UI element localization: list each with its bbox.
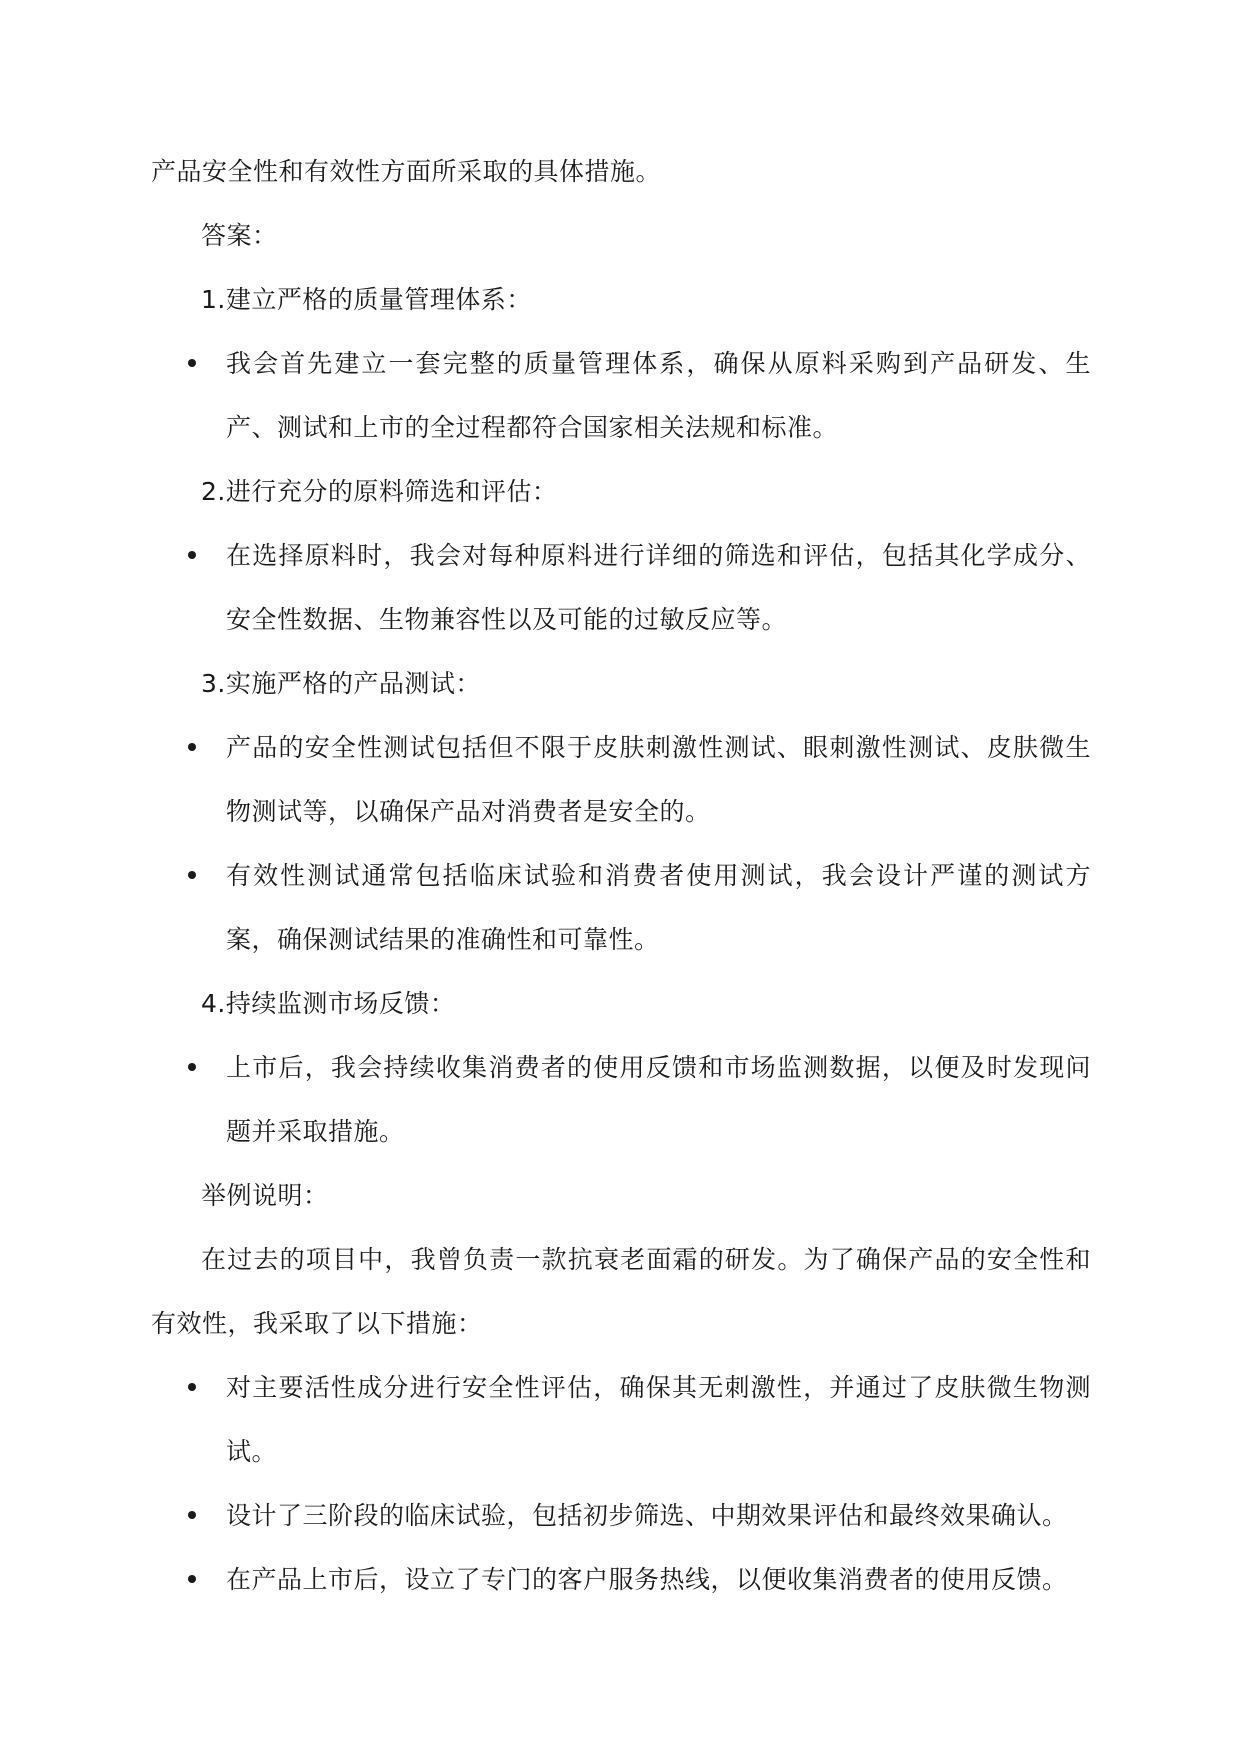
- bullet-text: 在产品上市后，设立了专门的客户服务热线，以便收集消费者的使用反馈。: [226, 1565, 1068, 1594]
- bullet-item: [151, 1484, 1091, 1548]
- bullet-dot-icon: [188, 871, 196, 879]
- section-2-bullet-list: [151, 524, 1091, 652]
- bullet-text: 对主要活性成分进行安全性评估，确保其无刺激性，并通过了皮肤微生物测试。: [226, 1373, 1091, 1466]
- bullet-item: [151, 524, 1091, 652]
- bullet-dot-icon: [188, 1511, 196, 1519]
- bullet-item: [151, 332, 1091, 460]
- section-heading-1: 1.建立严格的质量管理体系：: [201, 285, 532, 314]
- bullet-text: 上市后，我会持续收集消费者的使用反馈和市场监测数据，以便及时发现问题并采取措施。: [226, 1053, 1091, 1146]
- bullet-text: 有效性测试通常包括临床试验和消费者使用测试，我会设计严谨的测试方案，确保测试结果的准确性和可靠性。: [226, 861, 1091, 954]
- bullet-text: 我会首先建立一套完整的质量管理体系，确保从原料采购到产品研发、生产、测试和上市的全过程都符合国家相关法规和标准。: [226, 349, 1091, 442]
- bullet-item: [151, 1548, 1091, 1612]
- bullet-dot-icon: [188, 1575, 196, 1583]
- document-body: [151, 140, 1091, 1612]
- bullet-item: [151, 716, 1091, 844]
- example-paragraph: 在过去的项目中，我曾负责一款抗衰老面霜的研发。为了确保产品的安全性和有效性，我采取了以下措施：: [151, 1245, 1091, 1338]
- section-heading-3: 3.实施严格的产品测试：: [201, 669, 481, 698]
- bullet-item: [151, 1356, 1091, 1484]
- section-heading-4: 4.持续监测市场反馈：: [201, 989, 456, 1018]
- bullet-text: 设计了三阶段的临床试验，包括初步筛选、中期效果评估和最终效果确认。: [226, 1501, 1068, 1530]
- example-bullet-list: [151, 1356, 1091, 1612]
- section-heading-2: 2.进行充分的原料筛选和评估：: [201, 477, 558, 506]
- answer-label: 答案：: [201, 221, 278, 250]
- bullet-dot-icon: [188, 359, 196, 367]
- opening-line: 产品安全性和有效性方面所采取的具体措施。: [151, 157, 662, 186]
- section-3-bullet-list: [151, 716, 1091, 972]
- bullet-dot-icon: [188, 743, 196, 751]
- example-label: 举例说明：: [201, 1181, 329, 1210]
- bullet-text: 产品的安全性测试包括但不限于皮肤刺激性测试、眼刺激性测试、皮肤微生物测试等，以确保产品对消费者是安全的。: [226, 733, 1091, 826]
- section-4-bullet-list: [151, 1036, 1091, 1164]
- bullet-item: [151, 844, 1091, 972]
- section-1-bullet-list: [151, 332, 1091, 460]
- bullet-item: [151, 1036, 1091, 1164]
- bullet-text: 在选择原料时，我会对每种原料进行详细的筛选和评估，包括其化学成分、安全性数据、生物兼容性以及可能的过敏反应等。: [226, 541, 1091, 634]
- bullet-dot-icon: [188, 551, 196, 559]
- bullet-dot-icon: [188, 1063, 196, 1071]
- bullet-dot-icon: [188, 1383, 196, 1391]
